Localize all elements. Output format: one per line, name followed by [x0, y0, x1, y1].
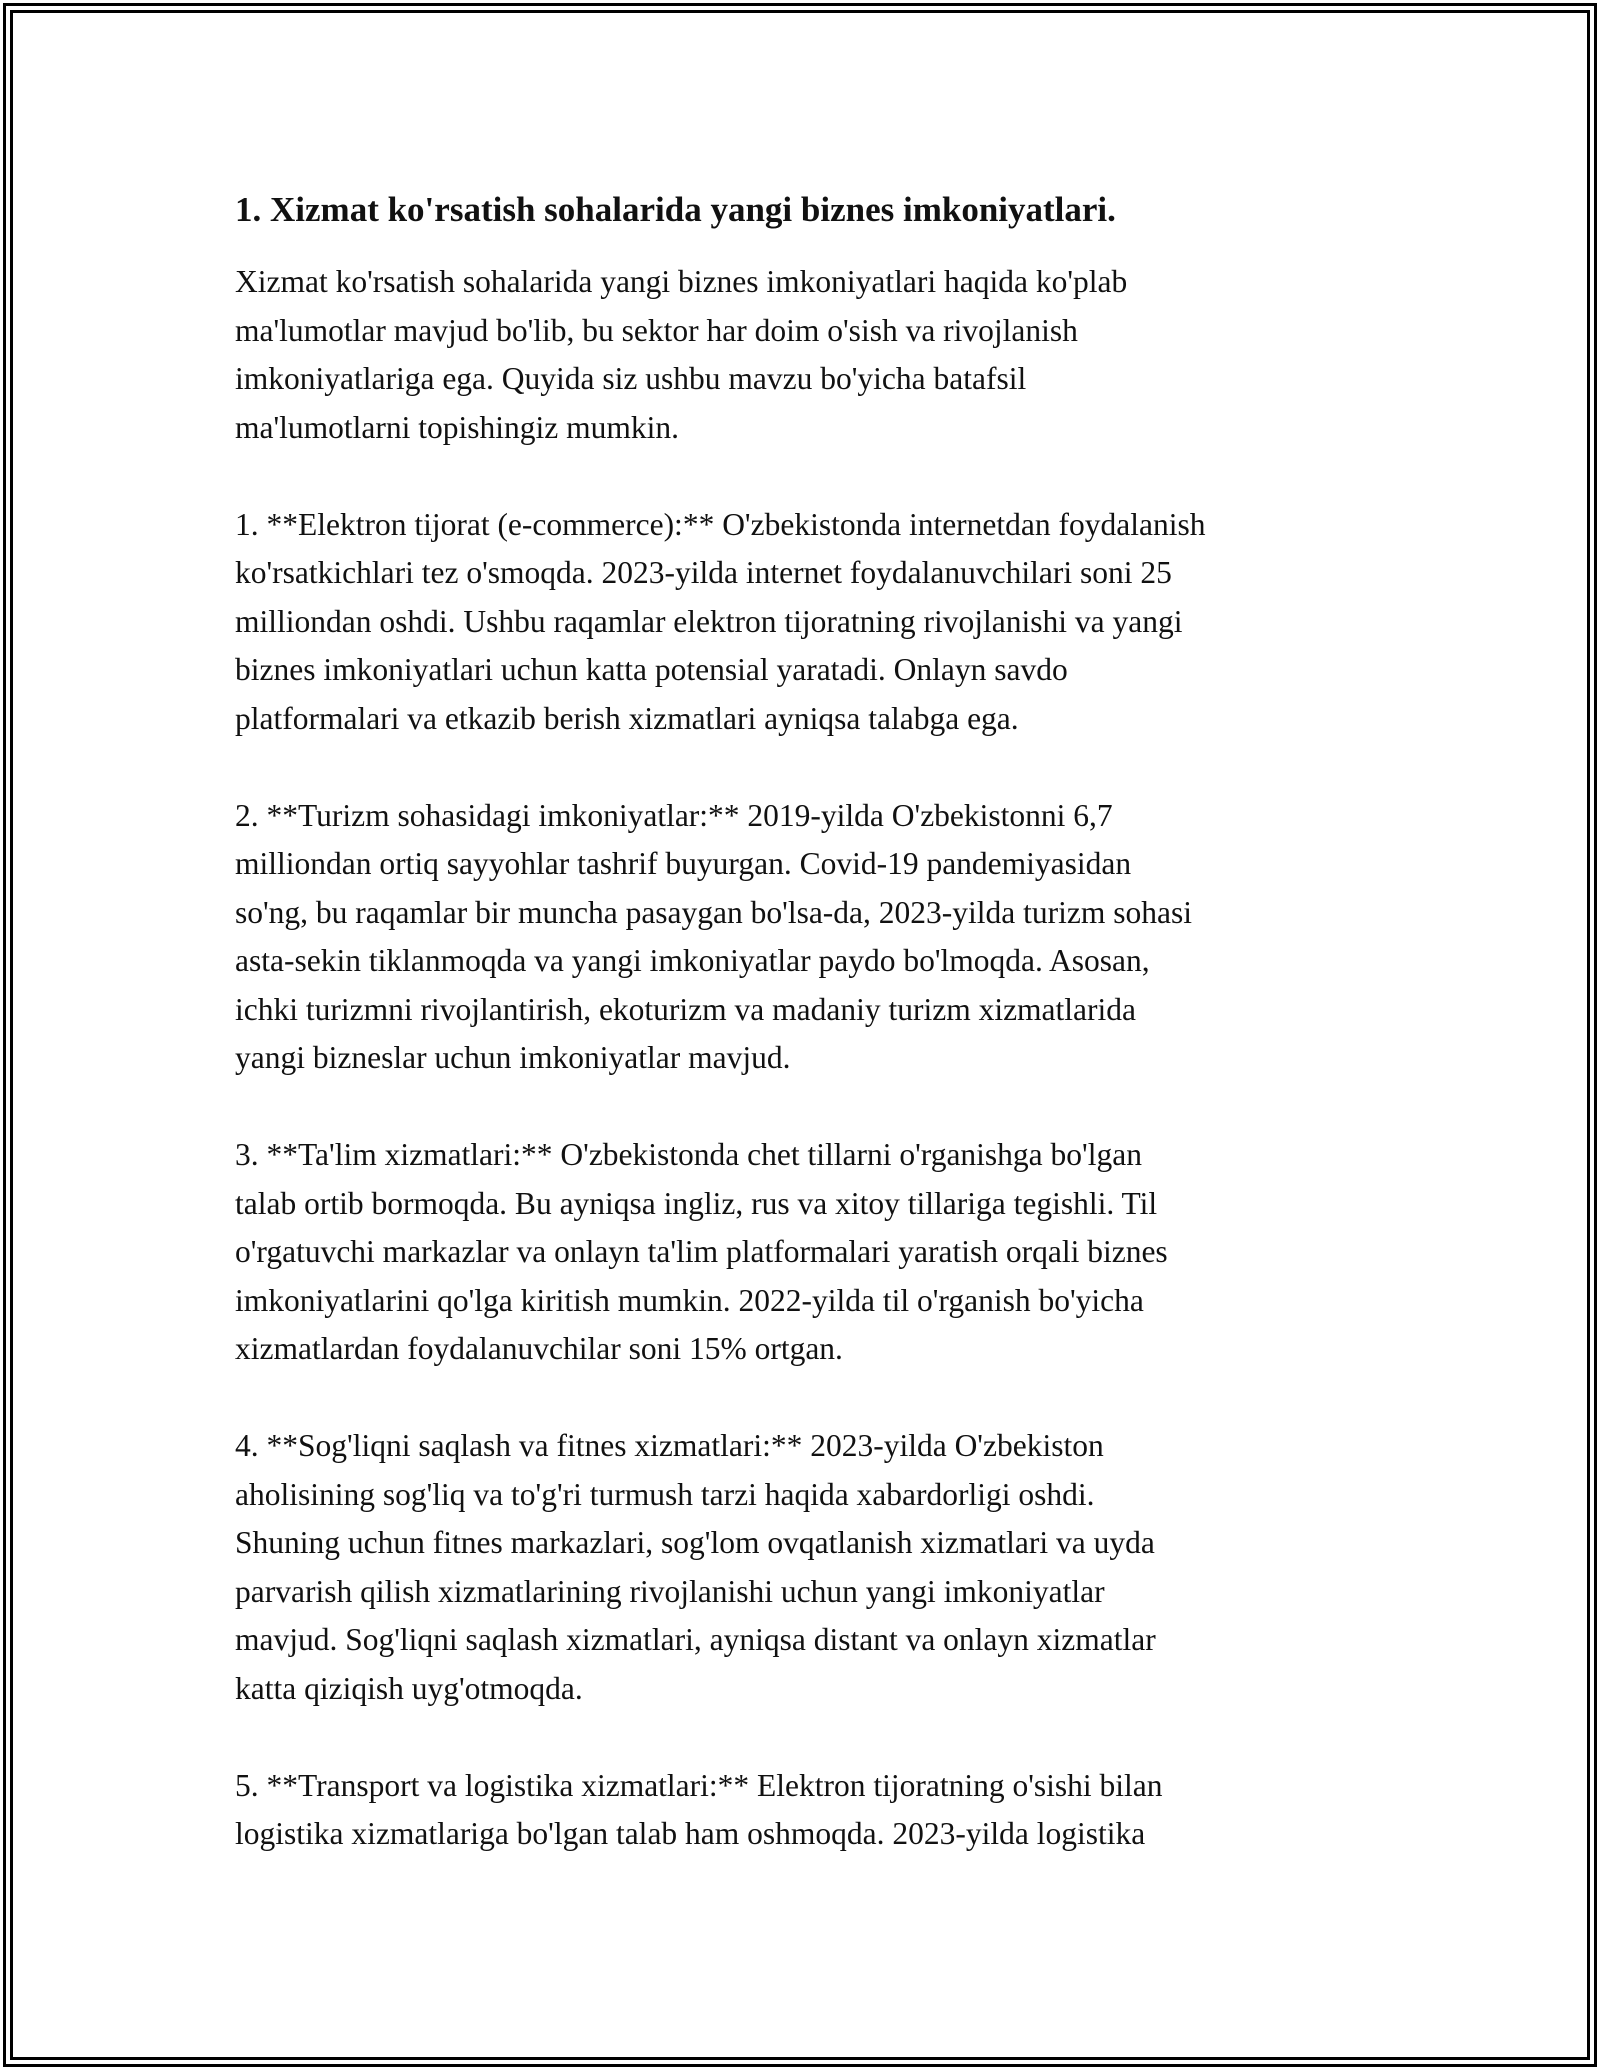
text-line: xizmatlardan foydalanuvchilar soni 15% ortgan.: [235, 1331, 843, 1366]
text-line: so'ng, bu raqamlar bir muncha pasaygan bo'lsa-da, 2023-yilda turizm sohasi: [235, 894, 1192, 930]
text-line: milliondan ortiq sayyohlar tashrif buyurgan. Covid-19 pandemiyasidan: [235, 846, 1132, 881]
list-item-ecommerce: [235, 501, 1385, 744]
document-title: 1. Xizmat ko'rsatish sohalarida yangi biznes imkoniyatlari.: [235, 190, 1116, 229]
text-line: ma'lumotlarni topishingiz mumkin.: [235, 409, 680, 445]
text-line: 5. **Transport va logistika xizmatlari:** Elektron tijoratning o'sishi bilan: [235, 1767, 1163, 1803]
text-line: ko'rsatkichlari tez o'smoqda. 2023-yilda internet foydalanuvchilari soni 25: [235, 555, 1172, 590]
text-line: biznes imkoniyatlari uchun katta potensial yaratadi. Onlayn savdo: [235, 652, 1068, 687]
text-line: platformalari va etkazib berish xizmatlari ayniqsa talabga ega.: [235, 700, 1019, 736]
text-line: 1. **Elektron tijorat (e-commerce):** O'zbekistonda internetdan foydalanish: [235, 506, 1206, 542]
list-item-tourism: [235, 792, 1385, 1083]
text-line: aholisining sog'liq va to'g'ri turmush tarzi haqida xabardorligi oshdi.: [235, 1476, 1095, 1512]
text-line: milliondan oshdi. Ushbu raqamlar elektron tijoratning rivojlanishi va yangi: [235, 603, 1183, 639]
text-line: Xizmat ko'rsatish sohalarida yangi biznes imkoniyatlari haqida ko'plab: [235, 264, 1128, 299]
text-line: yangi bizneslar uchun imkoniyatlar mavjud.: [235, 1040, 791, 1075]
text-line: ichki turizmni rivojlantirish, ekoturizm va madaniy turizm xizmatlarida: [235, 991, 1136, 1027]
text-line: talab ortib bormoqda. Bu ayniqsa ingliz, rus va xitoy tillariga tegishli. Til: [235, 1185, 1158, 1221]
text-line: katta qiziqish uyg'otmoqda.: [235, 1670, 583, 1706]
text-line: parvarish qilish xizmatlarining rivojlanishi uchun yangi imkoniyatlar: [235, 1573, 1105, 1609]
text-line: imkoniyatlarini qo'lga kiritish mumkin. 2022-yilda til o'rganish bo'yicha: [235, 1282, 1144, 1318]
text-line: logistika xizmatlariga bo'lgan talab ham oshmoqda. 2023-yilda logistika: [235, 1816, 1146, 1851]
intro-paragraph: [235, 258, 1385, 452]
list-item-logistics: [235, 1762, 1385, 1859]
text-line: 2. **Turizm sohasidagi imkoniyatlar:** 2019-yilda O'zbekistonni 6,7: [235, 797, 1113, 833]
list-item-health: [235, 1422, 1385, 1713]
text-line: ma'lumotlar mavjud bo'lib, bu sektor har doim o'sish va rivojlanish: [235, 312, 1078, 348]
text-line: 3. **Ta'lim xizmatlari:** O'zbekistonda chet tillarni o'rganishga bo'lgan: [235, 1137, 1142, 1172]
document-body: [235, 188, 1385, 1907]
text-line: 4. **Sog'liqni saqlash va fitnes xizmatlari:** 2023-yilda O'zbekiston: [235, 1428, 1104, 1463]
list-item-education: [235, 1131, 1385, 1374]
text-line: o'rgatuvchi markazlar va onlayn ta'lim platformalari yaratish orqali biznes: [235, 1234, 1168, 1269]
text-line: mavjud. Sog'liqni saqlash xizmatlari, ayniqsa distant va onlayn xizmatlar: [235, 1622, 1156, 1657]
text-line: Shuning uchun fitnes markazlari, sog'lom ovqatlanish xizmatlari va uyda: [235, 1525, 1155, 1560]
text-line: asta-sekin tiklanmoqda va yangi imkoniyatlar paydo bo'lmoqda. Asosan,: [235, 943, 1150, 978]
text-line: imkoniyatlariga ega. Quyida siz ushbu mavzu bo'yicha batafsil: [235, 361, 1027, 396]
